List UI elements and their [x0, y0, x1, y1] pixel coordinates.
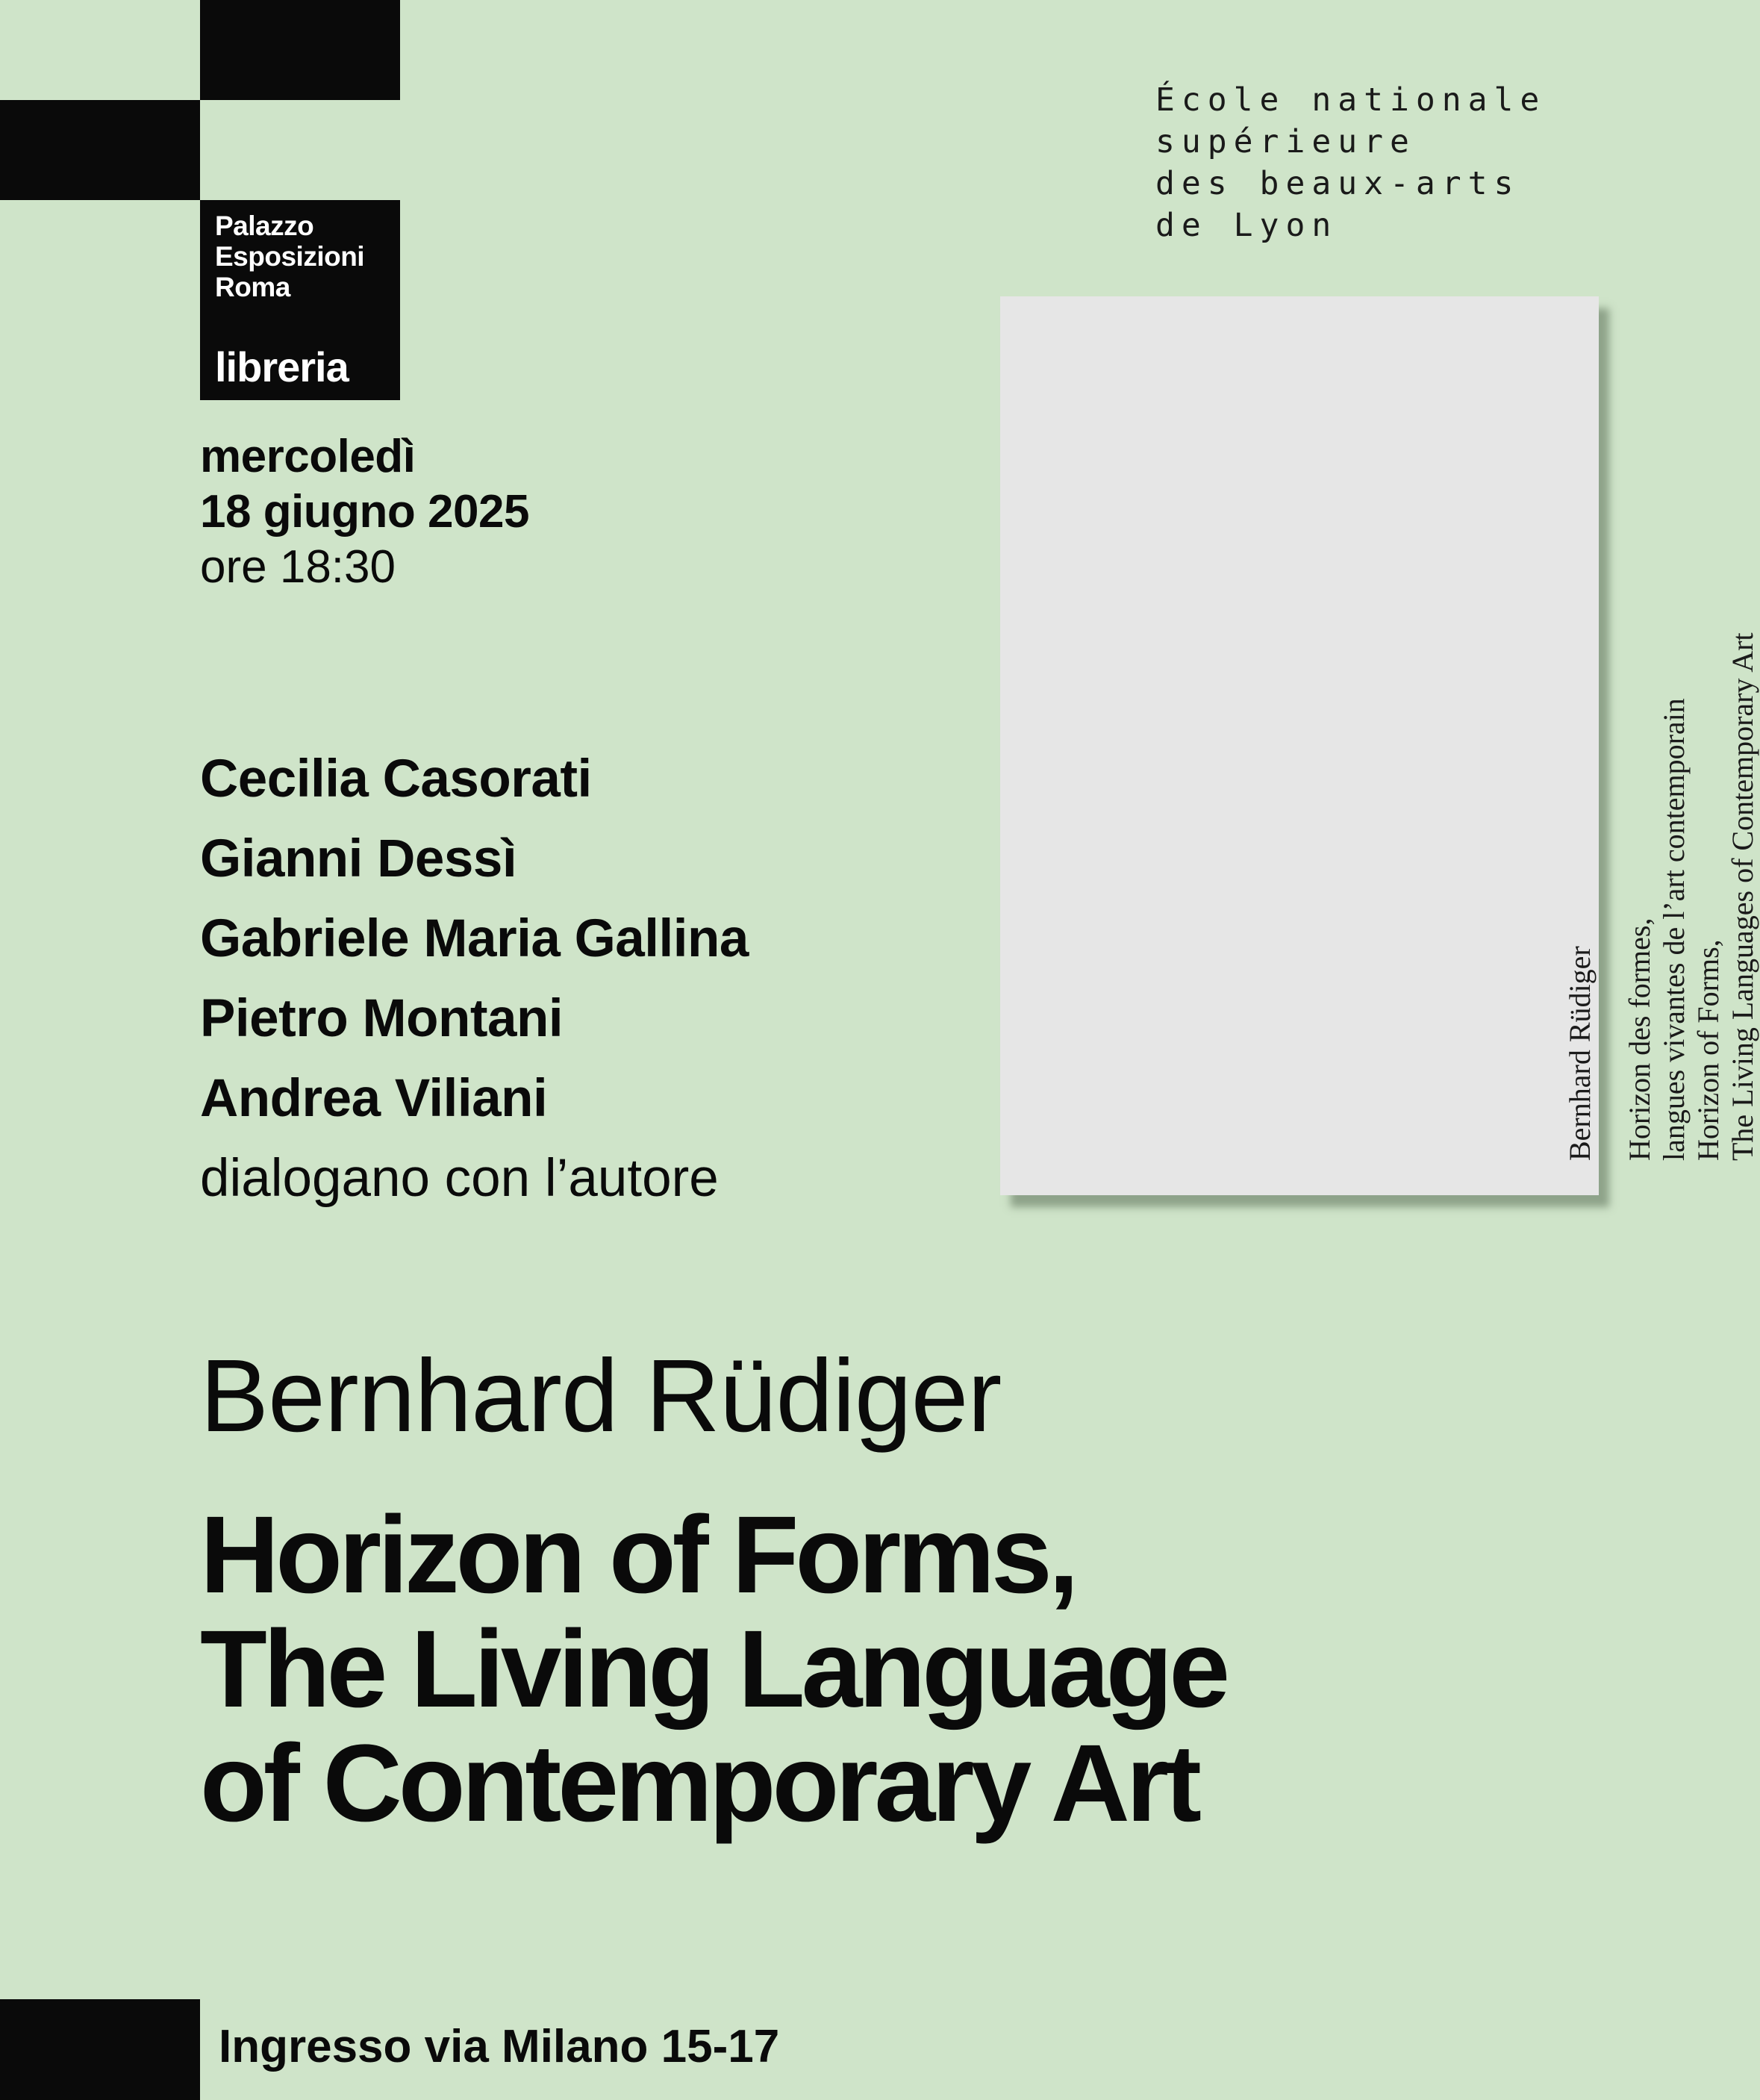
book-title-line: Horizon of Forms,	[200, 1494, 1076, 1616]
book-cover	[1000, 296, 1599, 1195]
author-name: Bernhard Rüdiger	[200, 1339, 1002, 1454]
speaker-name: Andrea Viliani	[200, 1069, 548, 1128]
decor-block-left	[0, 100, 200, 200]
event-date: 18 giugno 2025	[200, 486, 529, 538]
book-cover-line: Horizon of Forms,	[1691, 939, 1725, 1161]
school-name: École nationale supérieure des beaux-arts de Lyon	[1155, 81, 1547, 244]
event-time: ore 18:30	[200, 541, 396, 593]
book-cover-line: Horizon des formes,	[1623, 917, 1656, 1161]
decor-block-bottom	[0, 1999, 200, 2100]
logo-name: Palazzo Esposizioni Roma	[215, 211, 365, 302]
book-title-line: of Contemporary Art	[200, 1722, 1198, 1845]
decor-block-top	[200, 0, 400, 100]
event-weekday: mercoledì	[200, 431, 416, 482]
book-cover-text	[1563, 632, 1760, 1161]
book-cover-author: Bernhard Rüdiger	[1563, 946, 1597, 1161]
speaker-name: Pietro Montani	[200, 989, 564, 1048]
logo-section: libreria	[215, 343, 349, 390]
palazzo-esposizioni-logo	[200, 200, 400, 400]
book-cover-spacer	[1597, 632, 1623, 1161]
book-cover-line: The Living Languages of Contemporary Art	[1726, 632, 1759, 1161]
speaker-name: Gianni Dessì	[200, 829, 517, 888]
dialogue-text: dialogano con l’autore	[200, 1149, 719, 1208]
speakers-list	[200, 739, 749, 1218]
book-cover-line: langues vivantes de l’art contemporain	[1657, 698, 1691, 1161]
speaker-name: Cecilia Casorati	[200, 750, 592, 808]
event-datetime	[200, 429, 529, 595]
book-title-line: The Living Language	[200, 1608, 1227, 1730]
book-title	[200, 1494, 1227, 1845]
speaker-name: Gabriele Maria Gallina	[200, 909, 749, 968]
entrance-info: Ingresso via Milano 15-17	[219, 2021, 780, 2072]
